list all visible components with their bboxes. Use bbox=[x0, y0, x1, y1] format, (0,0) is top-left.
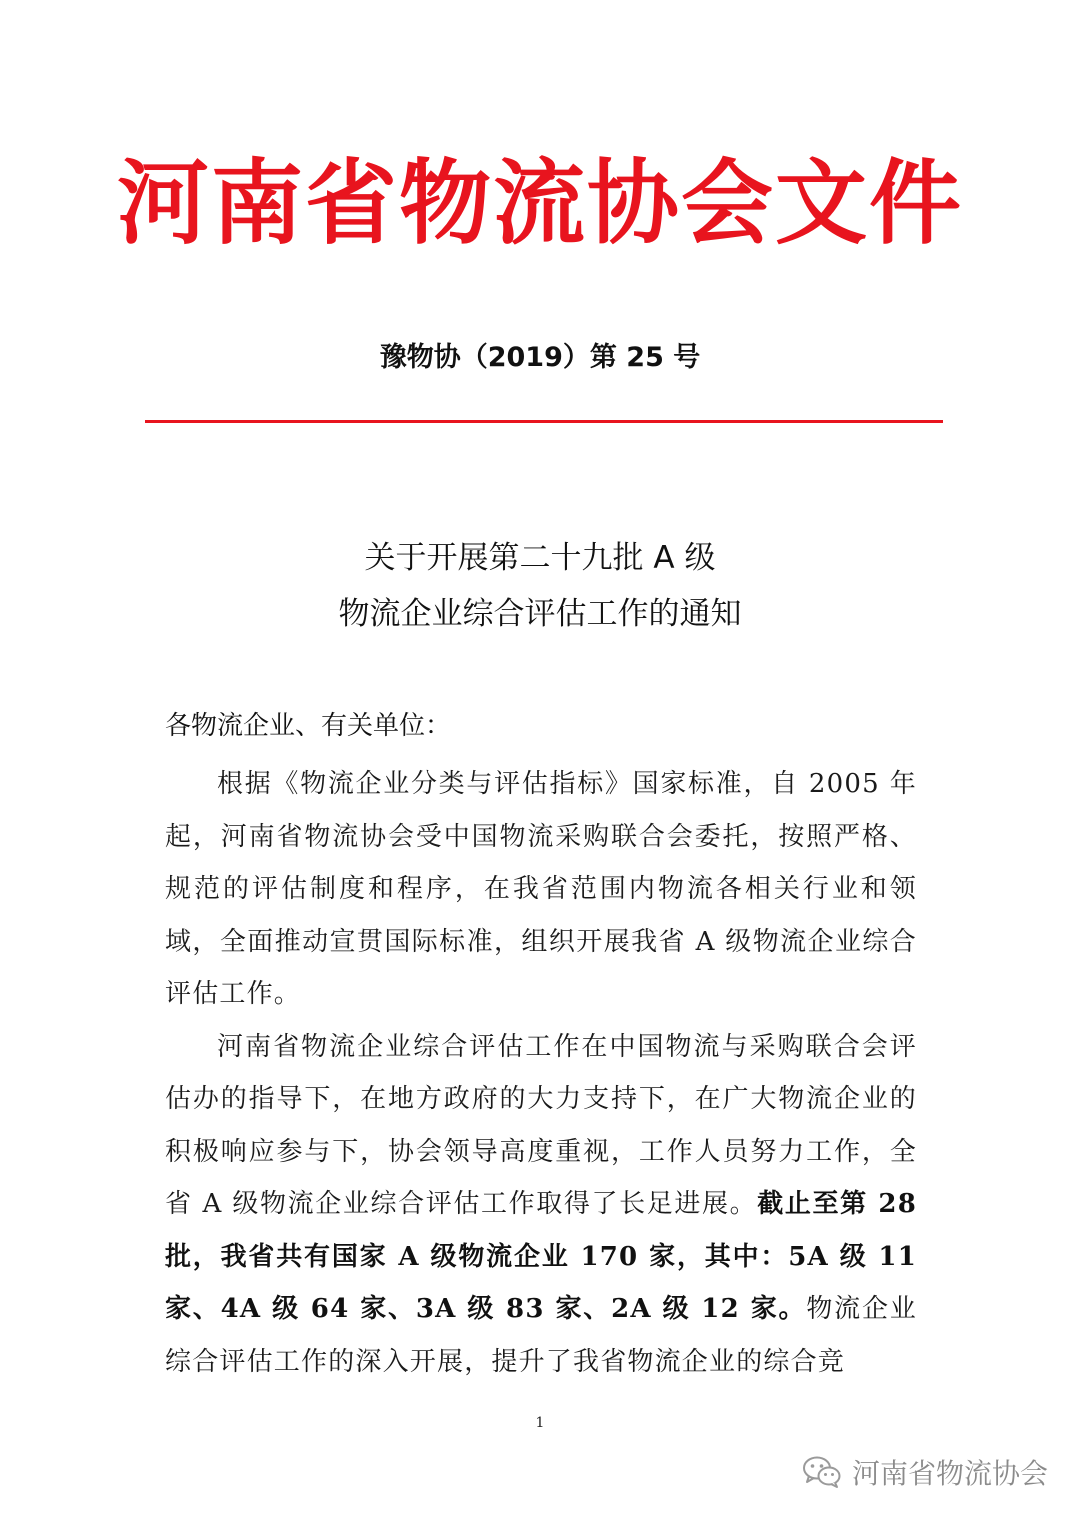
wechat-watermark bbox=[802, 1452, 1048, 1492]
notice-title-line-1: 关于开展第二十九批 A 级 bbox=[364, 540, 716, 576]
paragraph-2-bold-statistics: 截止至第 28 批，我省共有国家 A 级物流企业 170 家，其中：5A 级 11 家、4A 级 64 家、3A 级 83 家、2A 级 12 家。 bbox=[165, 1189, 918, 1324]
page-number: 1 bbox=[535, 1415, 545, 1431]
paragraph-2-start: 河南省物流企业综合评估工作在中国物流与采购联合会评估办的指导下，在地方政府的大力支持下，在广大物流企业的积极响应参与下，协会领导高度重视，工作人员努力工作，全省 A 级物流企业综合评估工作取得了长足进展。 bbox=[165, 1031, 917, 1219]
wechat-icon bbox=[802, 1455, 842, 1489]
watermark-text: 河南省物流协会 bbox=[851, 1457, 1048, 1490]
body-text bbox=[165, 758, 917, 1388]
notice-title bbox=[0, 530, 1080, 642]
document-number: 豫物协（2019）第 25 号 bbox=[379, 342, 701, 373]
salutation: 各物流企业、有关单位： bbox=[165, 711, 452, 741]
paragraph-2-end: 物流企业综合评估工作的深入开展，提升了我省物流企业的综合竞 bbox=[165, 1294, 917, 1377]
notice-title-line-2: 物流企业综合评估工作的通知 bbox=[338, 596, 742, 632]
red-divider bbox=[145, 420, 943, 423]
paragraph-2 bbox=[165, 1021, 917, 1389]
org-file-title: 河南省物流协会文件 bbox=[116, 149, 963, 257]
paragraph-1: 根据《物流企业分类与评估指标》国家标准，自 2005 年起，河南省物流协会受中国物流采购联合会委托，按照严格、规范的评估制度和程序，在我省范围内物流各相关行业和领域，全面推动宣贯国际标准，组织开展我省 A 级物流企业综合评估工作。 bbox=[165, 769, 917, 1009]
